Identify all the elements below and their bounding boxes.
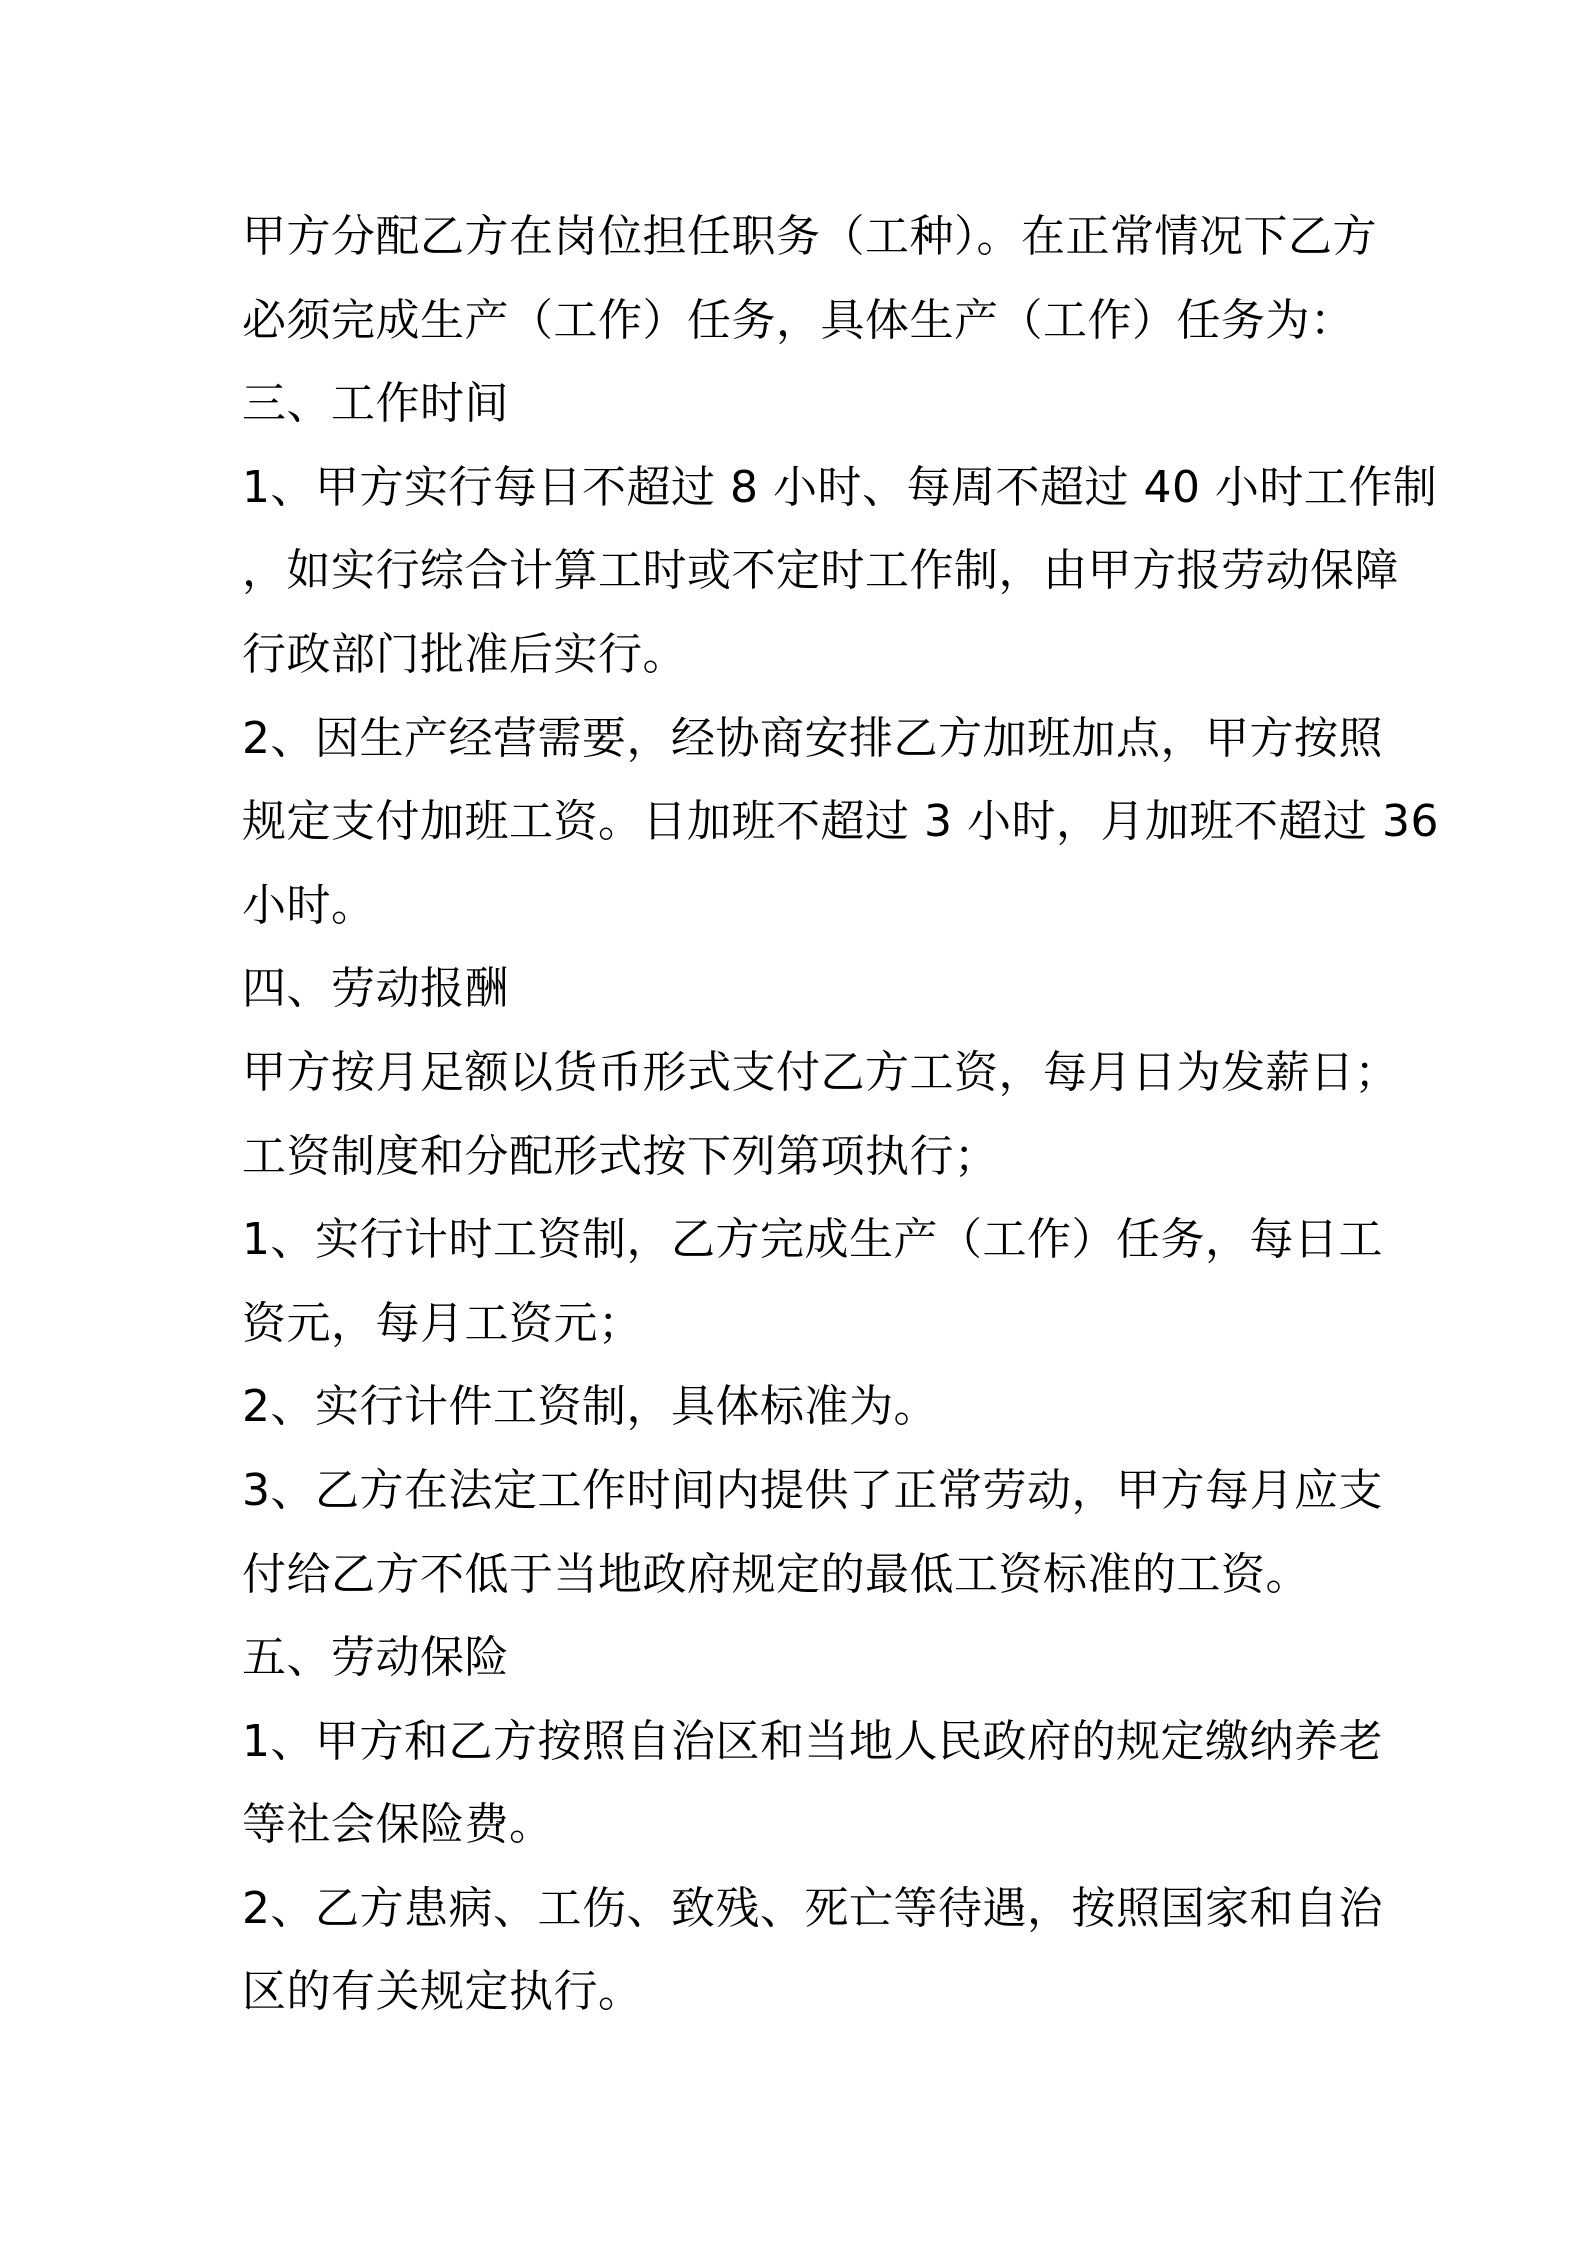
text-line: ，如实行综合计算工时或不定时工作制，由甲方报劳动保障 [242,545,1399,597]
text-line: 2、因生产经营需要，经协商安排乙方加班加点，甲方按照 [242,712,1383,764]
text-line: 必须完成生产（工作）任务，具体生产（工作）任务为： [242,294,1355,346]
section-heading-work-time: 三、工作时间 [242,378,509,430]
section-heading-insurance: 五、劳动保险 [242,1632,509,1684]
text-line: 甲方按月足额以货币形式支付乙方工资，每月日为发薪日； [242,1046,1399,1098]
text-line: 付给乙方不低于当地政府规定的最低工资标准的工资。 [242,1548,1310,1600]
section-heading-remuneration: 四、劳动报酬 [242,963,509,1015]
text-line: 行政部门批准后实行。 [242,628,687,680]
text-line: 2、实行计件工资制，具体标准为。 [242,1381,938,1433]
text-line: 甲方分配乙方在岗位担任职务（工种）。在正常情况下乙方 [242,211,1377,262]
text-line: 规定支付加班工资。日加班不超过 3 小时，月加班不超过 36 [242,796,1439,848]
text-line: 1、实行计时工资制，乙方完成生产（工作）任务，每日工 [242,1214,1383,1266]
text-line: 小时。 [242,879,376,931]
document-body [242,195,1439,2034]
text-line: 资元，每月工资元； [242,1297,643,1349]
text-line: 等社会保险费。 [242,1799,554,1851]
text-line: 区的有关规定执行。 [242,1966,643,2018]
text-line: 3、乙方在法定工作时间内提供了正常劳动，甲方每月应支 [242,1464,1383,1516]
text-line: 工资制度和分配形式按下列第项执行； [242,1130,999,1182]
text-line: 1、甲方和乙方按照自治区和当地人民政府的规定缴纳养老 [242,1715,1383,1767]
text-line: 1、甲方实行每日不超过 8 小时、每周不超过 40 小时工作制 [242,461,1438,513]
text-line: 2、乙方患病、工伤、致残、死亡等待遇，按照国家和自治 [242,1882,1383,1934]
